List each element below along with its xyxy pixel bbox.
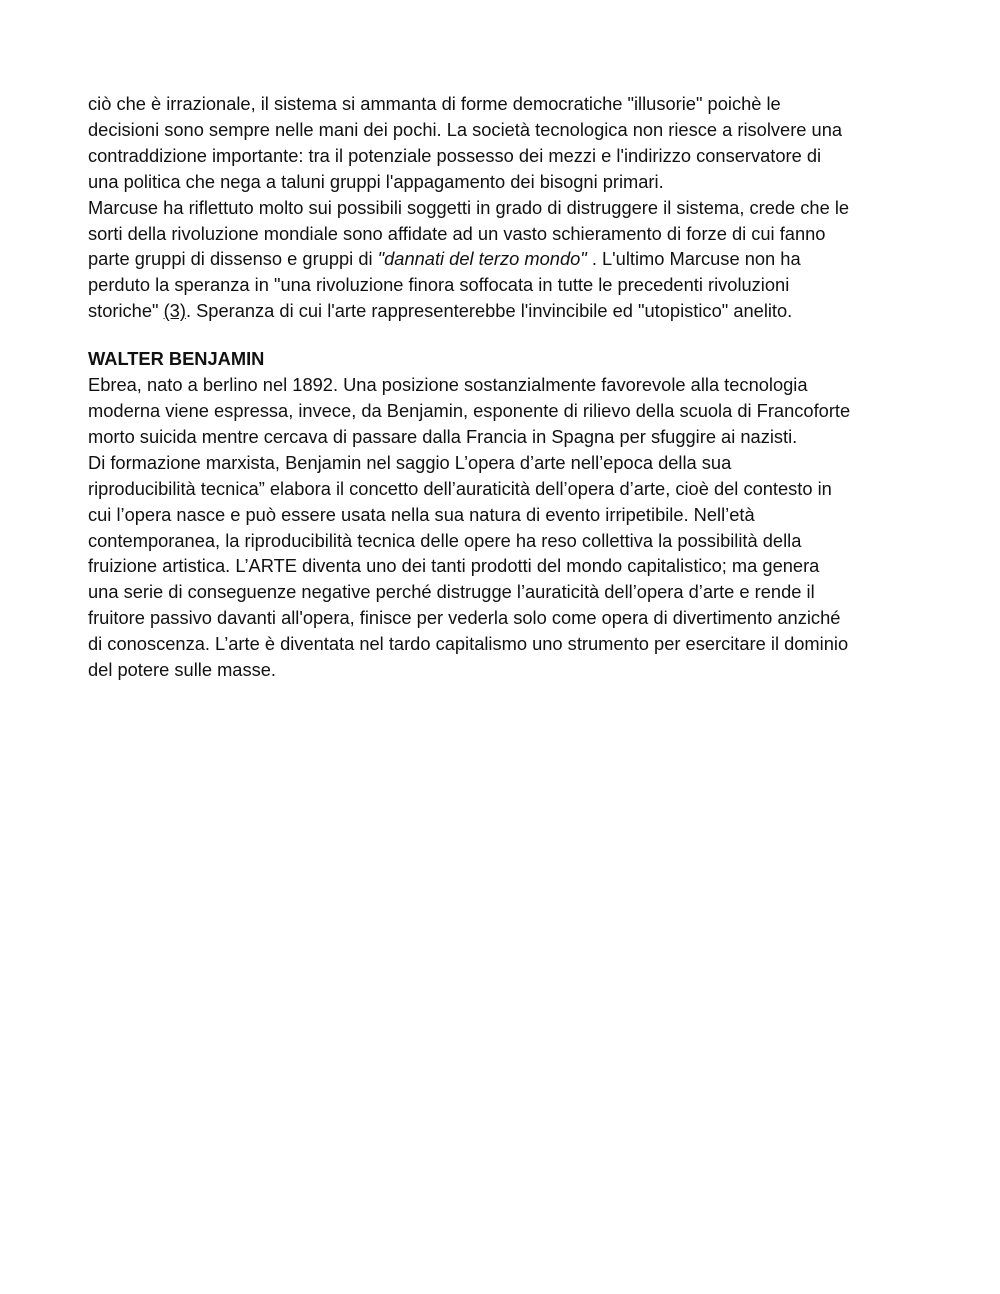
- text-line: moderna viene espressa, invece, da Benjamin, esponente di rilievo della scuola di Francoforte: [88, 399, 851, 421]
- text-run: . Speranza di cui l'arte rappresenterebbe l'invincibile ed "utopistico" anelito.: [185, 300, 793, 322]
- text-line: contemporanea, la riproducibilità tecnica delle opere ha reso collettiva la possibilità della: [88, 529, 802, 551]
- text-line: [88, 298, 918, 324]
- text-line: sorti della rivoluzione mondiale sono affidate ad un vasto schieramento di forze di cui fanno: [88, 222, 826, 244]
- paragraph-benjamin-art: [88, 450, 918, 683]
- text-line: una serie di conseguenze negative perché distrugge l’auraticità dell’opera d’arte e rende il: [88, 581, 815, 603]
- text-line: fruitore passivo davanti all'opera, finisce per vederla solo come opera di divertimento anziché: [88, 607, 841, 629]
- text-line: fruizione artistica. L’ARTE diventa uno dei tanti prodotti del mondo capitalistico; ma genera: [88, 555, 820, 577]
- document-page: [88, 91, 918, 683]
- paragraph-marcuse-system: [88, 91, 918, 195]
- text-line: [88, 246, 918, 272]
- text-line: morto suicida mentre cercava di passare dalla Francia in Spagna per sfuggire ai nazisti.: [88, 425, 798, 447]
- text-line: contraddizione importante: tra il potenziale possesso dei mezzi e l'indirizzo conservatore di: [88, 144, 822, 166]
- paragraph-benjamin-bio: [88, 372, 918, 450]
- text-line: una politica che nega a taluni gruppi l'appagamento dei bisogni primari.: [88, 170, 664, 192]
- text-line: Ebrea, nato a berlino nel 1892. Una posizione sostanzialmente favorevole alla tecnologia: [88, 374, 808, 396]
- text-line: Di formazione marxista, Benjamin nel saggio L’opera d’arte nell’epoca della sua: [88, 451, 732, 473]
- footnote-link[interactable]: (3): [163, 300, 186, 322]
- text-line: riproducibilità tecnica” elabora il concetto dell’auraticità dell’opera d’arte, cioè del contesto in: [88, 477, 832, 499]
- text-line: decisioni sono sempre nelle mani dei pochi. La società tecnologica non riesce a risolvere una: [88, 118, 843, 140]
- text-run: . L'ultimo Marcuse non ha: [586, 248, 801, 270]
- text-line: cui l’opera nasce e può essere usata nella sua natura di evento irripetibile. Nell’età: [88, 503, 755, 525]
- paragraph-spacer: [88, 324, 918, 346]
- text-run: parte gruppi di dissenso e gruppi di: [88, 248, 378, 270]
- paragraph-marcuse-revolution: [88, 195, 918, 325]
- text-line: perduto la speranza in "una rivoluzione finora soffocata in tutte le precedenti rivoluzioni: [88, 274, 790, 296]
- text-line: di conoscenza. L’arte è diventata nel tardo capitalismo uno strumento per esercitare il dominio: [88, 633, 849, 655]
- text-line: Marcuse ha riflettuto molto sui possibili soggetti in grado di distruggere il sistema, crede che le: [88, 196, 850, 218]
- italic-quote: "dannati del terzo mondo": [377, 248, 587, 270]
- section-heading: WALTER BENJAMIN: [88, 348, 265, 370]
- text-line: del potere sulle masse.: [88, 659, 276, 681]
- text-run: storiche": [88, 300, 164, 322]
- text-line: ciò che è irrazionale, il sistema si ammanta di forme democratiche "illusorie" poichè le: [88, 93, 781, 114]
